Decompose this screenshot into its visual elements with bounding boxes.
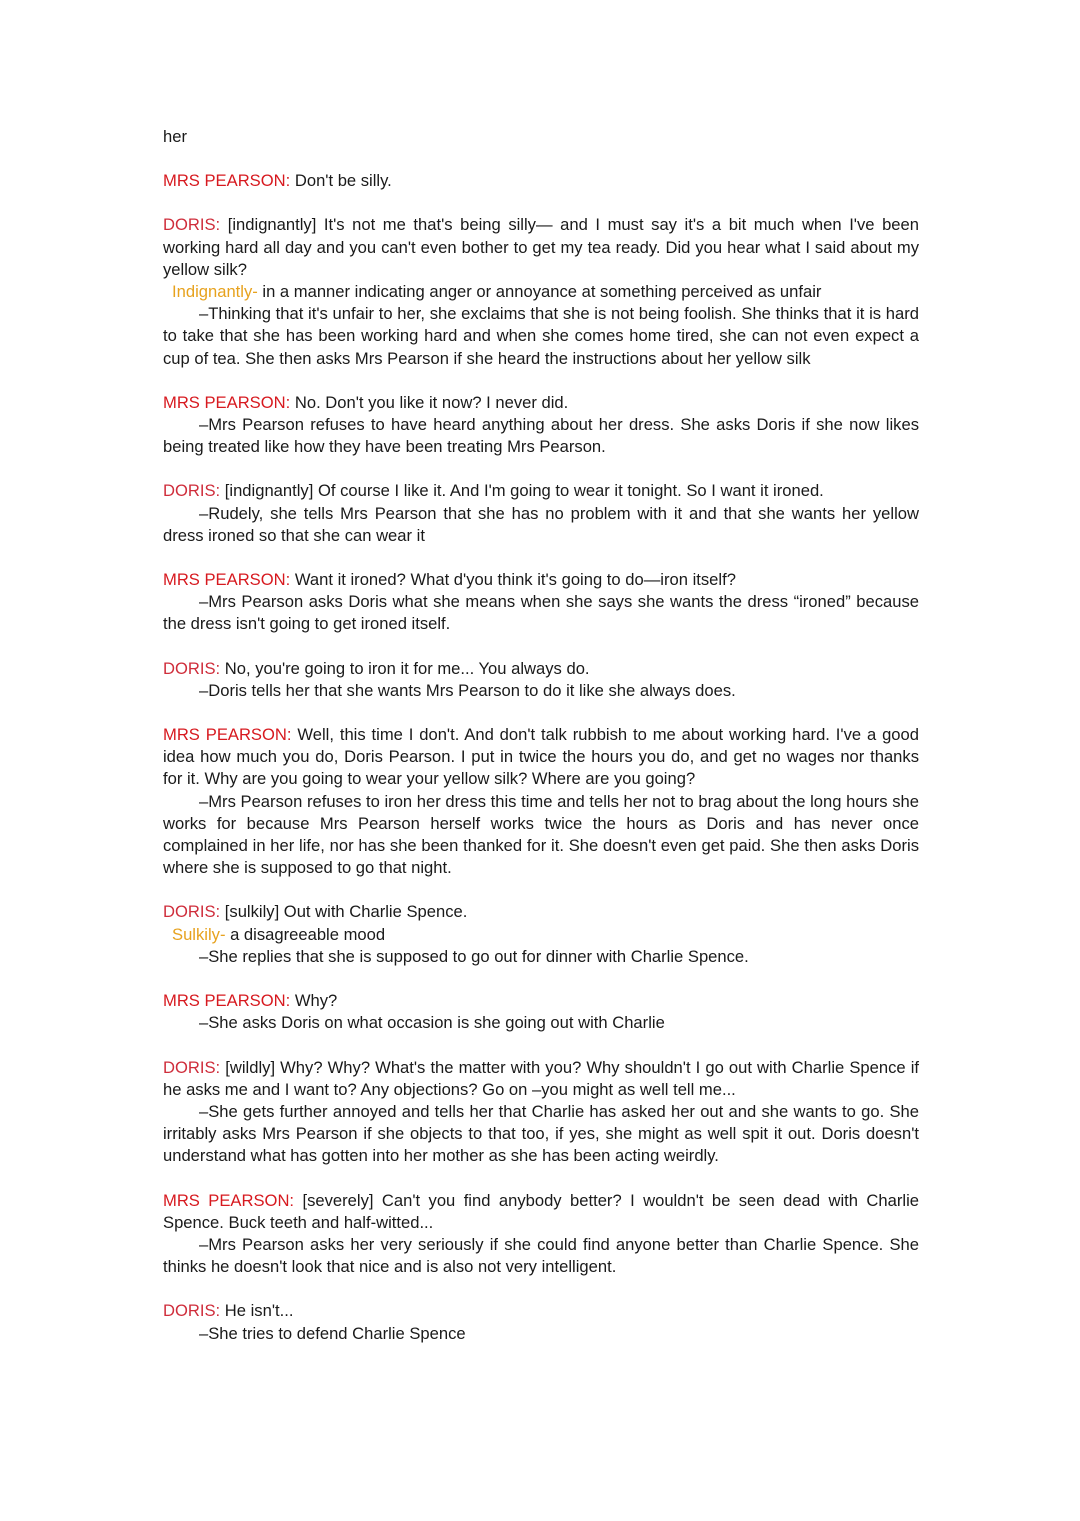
dialogue-block <box>163 170 919 192</box>
spoken-text: [severely] Can't you find anybody better? I wouldn't be seen dead with Charlie Spence. Buck teeth and half-witted... <box>163 1190 919 1232</box>
dialogue-list <box>163 170 919 1345</box>
explanation-text: –She asks Doris on what occasion is she going out with Charlie <box>199 1013 665 1033</box>
spoken-text: Don't be silly. <box>290 171 392 191</box>
spoken-text: No. Don't you like it now? I never did. <box>290 392 569 412</box>
explanation-text: –She replies that she is supposed to go out for dinner with Charlie Spence. <box>199 946 749 966</box>
spoken-text: [wildly] Why? Why? What's the matter with you? Why shouldn't I go out with Charlie Spence if he asks me and I want to? Any objections? Go on –you might as well tell me... <box>163 1057 919 1099</box>
dialogue-block <box>163 724 919 879</box>
dialogue-line <box>163 990 919 1012</box>
explanation-text: –Mrs Pearson asks Doris what she means when she says she wants the dress “ironed” because the dress isn't going to get ironed itself. <box>163 592 919 634</box>
spoken-text: Why? <box>290 991 338 1011</box>
explanation-text: –Doris tells her that she wants Mrs Pearson to do it like she always does. <box>199 680 736 700</box>
speaker-name: DORIS: <box>163 481 221 501</box>
spoken-text: [sulkily] Out with Charlie Spence. <box>220 902 468 922</box>
explanation-text: –Thinking that it's unfair to her, she exclaims that she is not being foolish. She thinks that it is hard to take that she has been working hard and when she comes home tired, she can not even expect a cup of tea. She then asks Mrs Pearson if she heard the instructions about her yellow silk <box>163 304 919 368</box>
speaker-name: DORIS: <box>163 902 221 922</box>
explanation-text: –She gets further annoyed and tells her that Charlie has asked her out and she wants to go. She irritably asks Mrs Pearson if she objects to that too, if yes, she might as well spit it out. Doris doesn't understand what has gotten into her mother as she has been acting weirdly. <box>163 1101 919 1166</box>
explanation-text: –Rudely, she tells Mrs Pearson that she has no problem with it and that she wants her yellow dress ironed so that she can wear it <box>163 503 919 545</box>
gloss-term: Sulkily- <box>172 924 226 944</box>
dialogue-line <box>163 480 919 502</box>
spoken-text: Want it ironed? What d'you think it's going to do—iron itself? <box>290 570 736 590</box>
dialogue-block <box>163 569 919 636</box>
dialogue-line <box>163 1190 919 1234</box>
speaker-name: MRS PEARSON: <box>163 171 291 191</box>
dialogue-block <box>163 901 919 968</box>
dialogue-block <box>163 1190 919 1279</box>
speaker-name: MRS PEARSON: <box>163 392 291 412</box>
speaker-name: DORIS: <box>163 658 221 678</box>
spoken-text: [indignantly] It's not me that's being silly— and I must say it's a bit much when I've been working hard all day and you can't even bother to get my tea ready. Did you hear what I said about my yellow silk? <box>163 215 919 279</box>
spoken-text: He isn't... <box>220 1301 294 1321</box>
dialogue-line <box>163 901 919 923</box>
dialogue-line <box>163 214 919 281</box>
dialogue-line <box>163 569 919 591</box>
speaker-name: DORIS: <box>163 1057 221 1077</box>
spoken-text: Well, this time I don't. And don't talk rubbish to me about working hard. I've a good idea how much you do, Doris Pearson. I put in twice the hours you do, and get no wages nor thanks for it. Why are you going to wear your yellow silk? Where are you going? <box>163 725 919 789</box>
dialogue-block <box>163 1057 919 1168</box>
speaker-name: DORIS: <box>163 1301 221 1321</box>
spoken-text: [indignantly] Of course I like it. And I'm going to wear it tonight. So I want it ironed. <box>220 481 824 501</box>
spoken-text: No, you're going to iron it for me... You always do. <box>220 658 590 678</box>
dialogue-block <box>163 990 919 1034</box>
document-page <box>163 126 919 1367</box>
vocabulary-gloss <box>163 281 919 303</box>
dialogue-line <box>163 392 919 414</box>
dialogue-line <box>163 1057 919 1101</box>
speaker-name: MRS PEARSON: <box>163 570 291 590</box>
dialogue-block <box>163 480 919 547</box>
gloss-definition: in a manner indicating anger or annoyance at something perceived as unfair <box>257 282 822 302</box>
speaker-name: MRS PEARSON: <box>163 725 292 745</box>
explanation-text: –Mrs Pearson refuses to iron her dress this time and tells her not to brag about the long hours she works for because Mrs Pearson herself works twice the hours as Doris and has never once complained in her life, nor has she been thanked for it. She doesn't even get paid. She then asks Doris where she is supposed to go that night. <box>163 791 919 878</box>
speaker-name: DORIS: <box>163 215 221 235</box>
gloss-definition: a disagreeable mood <box>225 924 386 944</box>
continuation-text: her <box>163 127 187 146</box>
dialogue-line <box>163 724 919 791</box>
dialogue-line <box>163 658 919 680</box>
dialogue-block <box>163 214 919 369</box>
explanation-text: –Mrs Pearson asks her very seriously if she could find anyone better than Charlie Spence. She thinks he doesn't look that nice and is also not very intelligent. <box>163 1234 919 1277</box>
dialogue-line <box>163 170 919 192</box>
dialogue-block <box>163 1300 919 1344</box>
dialogue-block <box>163 658 919 702</box>
dialogue-block <box>163 392 919 459</box>
speaker-name: MRS PEARSON: <box>163 991 291 1011</box>
vocabulary-gloss <box>163 924 919 946</box>
gloss-term: Indignantly- <box>172 282 258 302</box>
explanation-text: –Mrs Pearson refuses to have heard anything about her dress. She asks Doris if she now likes being treated like how they have been treating Mrs Pearson. <box>163 415 919 457</box>
dialogue-line <box>163 1300 919 1322</box>
explanation-text: –She tries to defend Charlie Spence <box>199 1323 466 1343</box>
speaker-name: MRS PEARSON: <box>163 1190 295 1210</box>
